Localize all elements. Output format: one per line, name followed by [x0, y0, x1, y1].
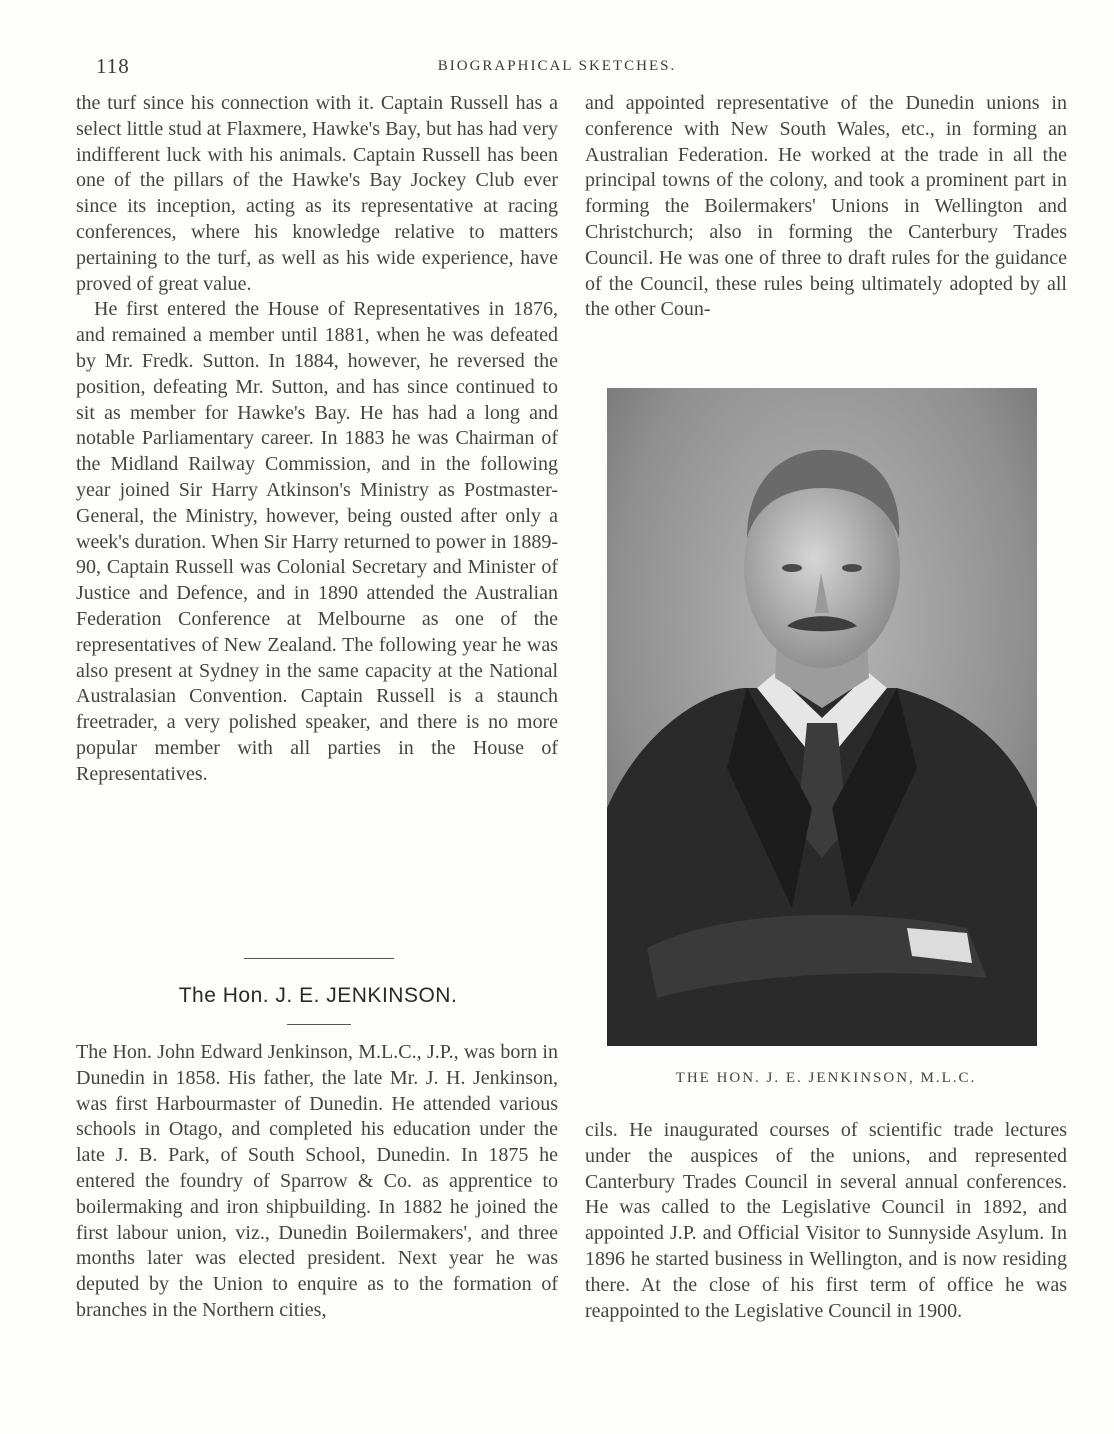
paragraph-parliament: He first entered the House of Representatives in 1876, and remained a member until 1881, when he was defeated by Mr. Fredk. Sutton. In 1884, however, he reversed the position, defeating Mr. Sutton, and has since continued to sit as member for Hawke's Bay. He has had a long and notable Parliamentary career. In 1883 he was Chairman of the Midland Railway Commission, and in the following year joined Sir Harry Atkinson's Ministry as Postmaster-General, the Ministry, however, being ousted after only a week's duration. When Sir Harry returned to power in 1889-90, Captain Russell was Colonial Secretary and Minister of Justice and Defence, and in 1890 attended the Australian Federation Conference at Melbourne as one of the representatives of New Zealand. The following year he was also present at Sydney in the same capacity at the National Australasian Convention. Captain Russell is a staunch freetrader, a very polished speaker, and there is no more popular member with all parties in the House of Representatives.: [76, 298, 558, 785]
photo-caption: THE HON. J. E. JENKINSON, M.L.C.: [675, 1070, 977, 1086]
paragraph-jenkinson-bio: The Hon. John Edward Jenkinson, M.L.C., J.P., was born in Dunedin in 1858. His father, the late Mr. J. H. Jenkinson, was first Harbourmaster of Dunedin. He attended various schools in Otago, and completed his education under the late J. B. Park, of South School, Dunedin. In 1875 he entered the foundry of Sparrow & Co. as apprentice to boilermaking and iron shipbuilding. In 1882 he joined the first labour union, viz., Dunedin Boilermakers', and three months later was elected president. Next year he was deputed by the Union to enquire as to the formation of branches in the Northern cities,: [76, 1041, 558, 1321]
page-number: 118: [96, 54, 130, 78]
running-title: BIOGRAPHICAL SKETCHES.: [437, 58, 677, 74]
right-column-top: [585, 91, 1067, 323]
left-column-top: [76, 91, 558, 788]
left-column-bottom: [76, 1040, 558, 1324]
section-divider-rule: [244, 958, 394, 959]
paragraph-turf: the turf since his connection with it. Captain Russell has a select little stud at Flaxmere, Hawke's Bay, but has had very indifferent luck with his animals. Captain Russell has been one of the pillars of the Hawke's Bay Jockey Club ever since its inception, acting as its representative at racing conferences, where his knowledge relative to matters pertaining to the turf, as well as his wide experience, have proved of great value.: [76, 92, 558, 295]
paragraph-federation: and appointed representative of the Dunedin unions in conference with New South Wales, etc., in forming an Australian Federation. He worked at the trade in all the principal towns of the colony, and took a prominent part in forming the Boilermakers' Unions in Wellington and Christchurch; also in forming the Canterbury Trades Council. He was one of three to draft rules for the guidance of the Council, these rules being ultimately adopted by all the other Coun-: [585, 92, 1067, 321]
paragraph-later-career: cils. He inaugurated courses of scientific trade lectures under the auspices of the unions, and represented Canterbury Trades Council in several annual conferences. He was called to the Legislative Council in 1892, and appointed J.P. and Official Visitor to Sunnyside Asylum. In 1896 he started business in Wellington, and is now residing there. At the close of his first term of office he was reappointed to the Legislative Council in 1900.: [585, 1119, 1067, 1322]
heading-underline-rule: [287, 1024, 351, 1025]
right-column-bottom: [585, 1118, 1067, 1324]
portrait-photo: [607, 388, 1037, 1046]
section-heading: The Hon. J. E. JENKINSON.: [178, 984, 458, 1007]
